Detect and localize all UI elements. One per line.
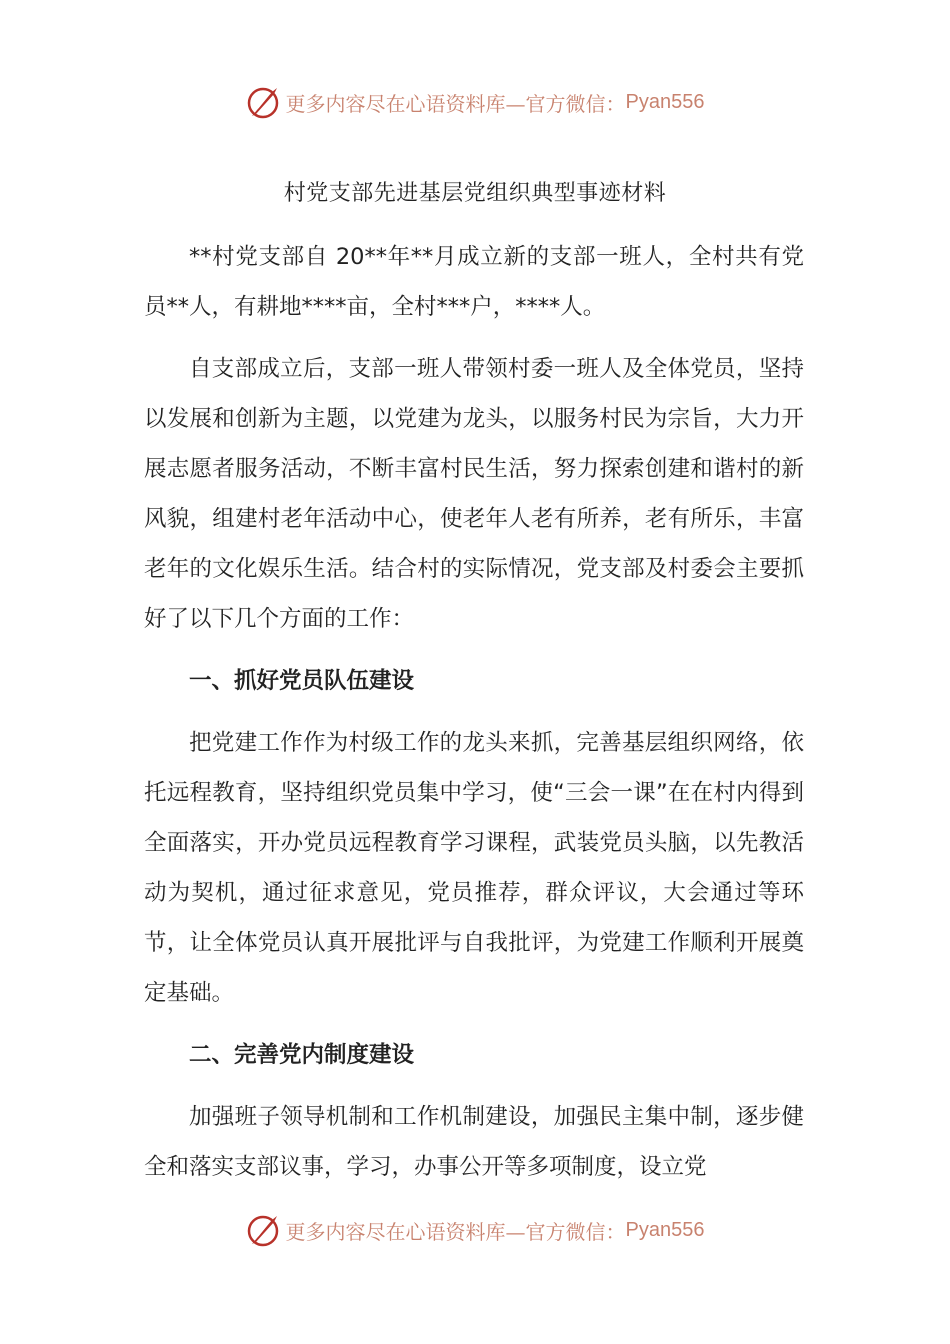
section2-paragraph: 加强班子领导机制和工作机制建设，加强民主集中制，逐步健全和落实支部议事，学习，办事公开等多项制度，设立党 <box>144 1104 804 1180</box>
watermark-banner-top <box>0 82 950 122</box>
watermark-banner-bottom <box>0 1210 950 1250</box>
watermark-wechat-id: Pyan556 <box>625 1218 705 1241</box>
section2-heading: 二、完善党内制度建设 <box>189 1042 415 1068</box>
quill-pen-logo-icon <box>246 84 282 120</box>
quill-pen-logo-icon <box>246 1212 282 1248</box>
section1-paragraph: 把党建工作作为村级工作的龙头来抓，完善基层组织网络，依托远程教育，坚持组织党员集中学习，使“三会一课”在在村内得到全面落实，开办党员远程教育学习课程，武装党员头脑，以先教活动为契机，通过征求意见，党员推荐，群众评议，大会通过等环节，让全体党员认真开展批评与自我批评，为党建工作顺利开展奠定基础。 <box>144 730 804 1006</box>
watermark-wechat-id: Pyan556 <box>625 90 705 113</box>
intro-paragraph: **村党支部自 20**年**月成立新的支部一班人，全村共有党员**人，有耕地****亩，全村***户，****人。 <box>144 244 804 320</box>
section1-heading: 一、抓好党员队伍建设 <box>189 668 415 694</box>
overview-paragraph: 自支部成立后，支部一班人带领村委一班人及全体党员，坚持以发展和创新为主题，以党建为龙头，以服务村民为宗旨，大力开展志愿者服务活动，不断丰富村民生活，努力探索创建和谐村的新风貌，组建村老年活动中心，使老年人老有所养，老有所乐，丰富老年的文化娱乐生活。结合村的实际情况，党支部及村委会主要抓好了以下几个方面的工作： <box>144 356 804 632</box>
document-title: 村党支部先进基层党组织典型事迹材料 <box>283 181 667 206</box>
watermark-text: 更多内容尽在心语资料库—官方微信： <box>285 91 626 116</box>
document-body <box>144 232 804 1204</box>
watermark-text: 更多内容尽在心语资料库—官方微信： <box>285 1219 626 1244</box>
